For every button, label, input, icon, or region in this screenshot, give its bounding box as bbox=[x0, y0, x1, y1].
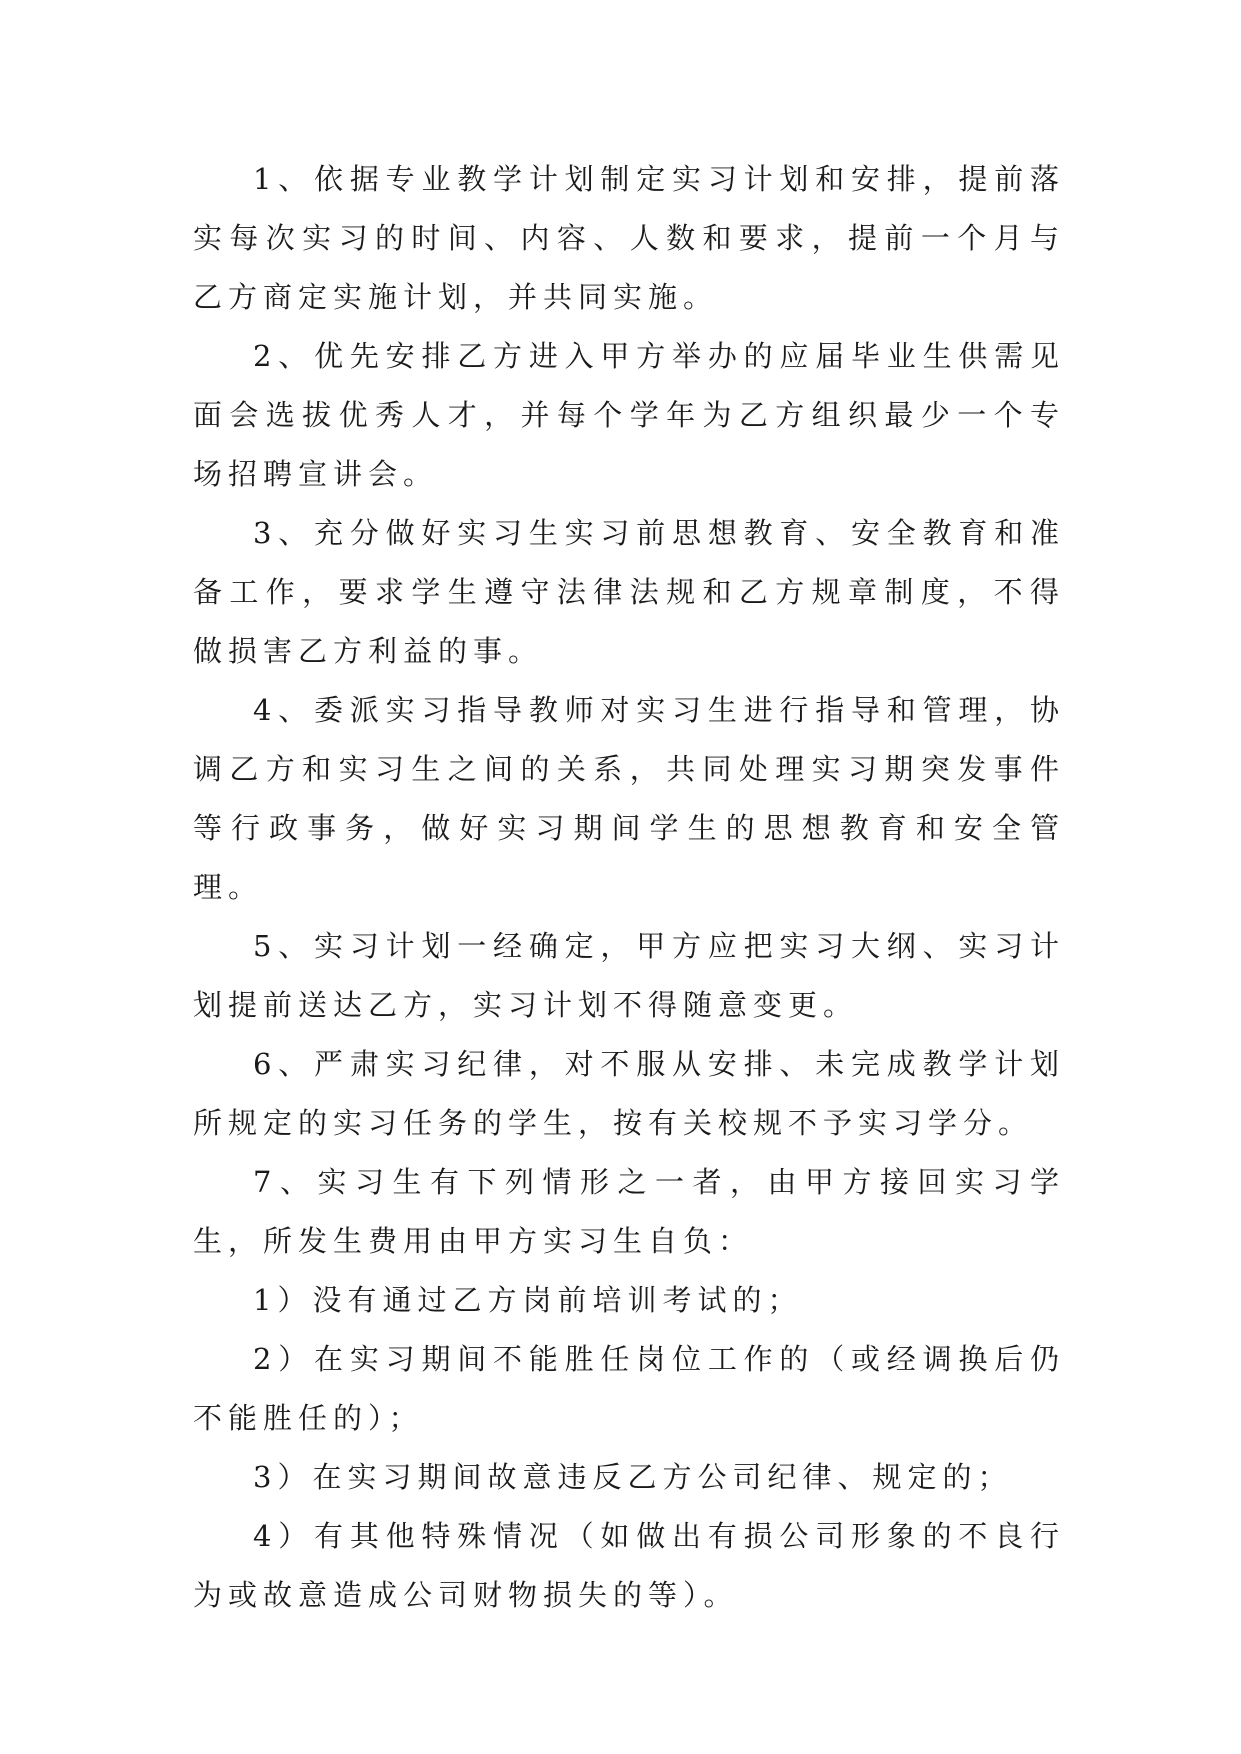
sub-item-1: 1）没有通过乙方岗前培训考试的； bbox=[253, 1283, 803, 1317]
paragraph-7: 7、实习生有下列情形之一者，由甲方接回实习学生，所发生费用由甲方实习生自负： bbox=[193, 1165, 1065, 1258]
paragraph-3: 3、充分做好实习生实习前思想教育、安全教育和准备工作，要求学生遵守法律法规和乙方规章制度，不得做损害乙方利益的事。 bbox=[193, 516, 1065, 668]
paragraph-2: 2、优先安排乙方进入甲方举办的应届毕业生供需见面会选拔优秀人才，并每个学年为乙方组织最少一个专场招聘宣讲会。 bbox=[193, 339, 1065, 491]
paragraph-5: 5、实习计划一经确定，甲方应把实习大纲、实习计划提前送达乙方，实习计划不得随意变更。 bbox=[193, 929, 1065, 1022]
sub-item-3: 3）在实习期间故意违反乙方公司纪律、规定的； bbox=[253, 1460, 1013, 1494]
document-body bbox=[193, 150, 1065, 1625]
sub-item-4: 4）有其他特殊情况（如做出有损公司形象的不良行为或故意造成公司财物损失的等）。 bbox=[193, 1519, 1065, 1612]
paragraph-4: 4、委派实习指导教师对实习生进行指导和管理，协调乙方和实习生之间的关系，共同处理实习期突发事件等行政事务，做好实习期间学生的思想教育和安全管理。 bbox=[193, 693, 1065, 904]
paragraph-6: 6、严肃实习纪律，对不服从安排、未完成教学计划所规定的实习任务的学生，按有关校规不予实习学分。 bbox=[193, 1047, 1065, 1140]
sub-item-2: 2）在实习期间不能胜任岗位工作的（或经调换后仍不能胜任的）； bbox=[193, 1342, 1065, 1435]
paragraph-1: 1、依据专业教学计划制定实习计划和安排，提前落实每次实习的时间、内容、人数和要求，提前一个月与乙方商定实施计划，并共同实施。 bbox=[193, 162, 1065, 314]
